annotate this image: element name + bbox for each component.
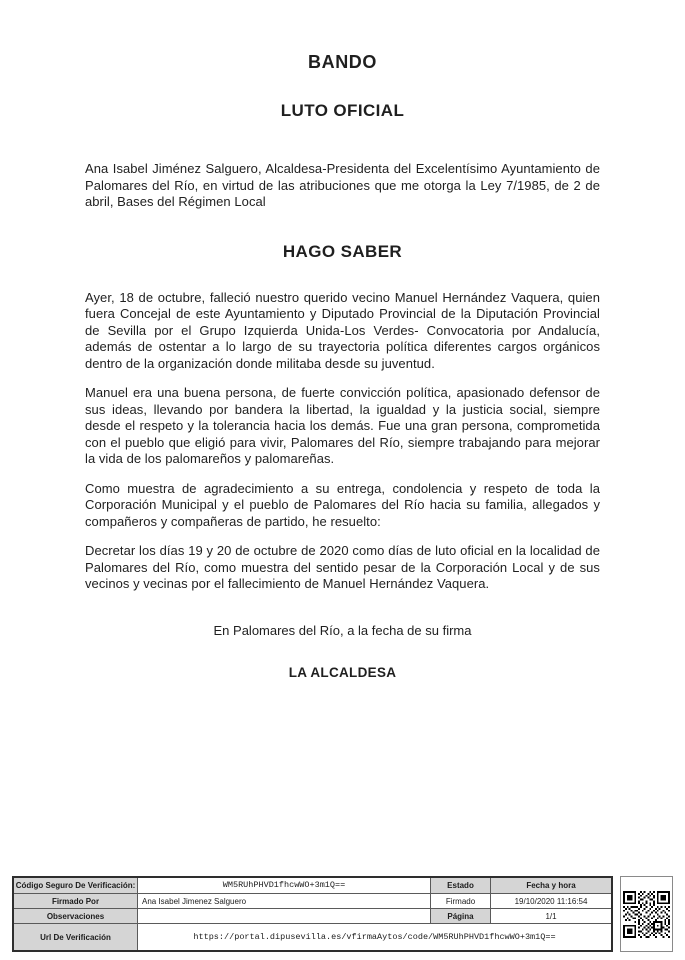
url-value: https://portal.dipusevilla.es/vfirmaAytos/code/WM5RUhPHVD1fhcwWO+3m1Q== <box>193 931 556 942</box>
document-body <box>85 0 600 682</box>
qr-code-box <box>620 876 673 952</box>
pagina-value: 1/1 <box>491 909 611 924</box>
hago-saber-heading: HAGO SABER <box>282 241 403 261</box>
csv-label: Código Seguro De Verificación: <box>14 878 138 894</box>
signer-title: LA ALCALDESA <box>288 665 397 680</box>
estado-header: Estado <box>431 878 491 894</box>
pagina-label: Página <box>431 909 491 924</box>
body-paragraph-4: Decretar los días 19 y 20 de octubre de 2020 como días de luto oficial en la localidad de Palomares del Río, como muestra del sentido pesar de la Corporación Local y de sus vecinos y vecinas por el fallecimiento de Manuel Hernández Vaquera. <box>85 543 600 591</box>
firmado-por-label: Firmado Por <box>14 894 138 909</box>
verification-table <box>12 876 613 952</box>
firmado-por-value: Ana Isabel Jimenez Salguero <box>138 894 431 909</box>
observaciones-label: Observaciones <box>14 909 138 924</box>
csv-value: WM5RUhPHVD1fhcwWO+3m1Q== <box>138 878 431 894</box>
estado-value: Firmado <box>431 894 491 909</box>
fecha-header: Fecha y hora <box>491 878 611 894</box>
qr-code-icon <box>623 891 670 938</box>
document-subtitle: LUTO OFICIAL <box>280 101 405 120</box>
signature-verification-footer <box>12 876 673 952</box>
observaciones-value <box>138 909 431 924</box>
body-paragraph-2: Manuel era una buena persona, de fuerte convicción política, apasionado defensor de sus ideas, llevando por bandera la libertad, la igualdad y la justicia social, siempre desde el respeto y la tolerancia hacia los demás. Fue una gran persona, comprometida con el pueblo que eligió para vivir, Palomares del Río, siempre trabajando para mejorar la vida de los palomareños y palomareñas. <box>85 385 600 466</box>
url-label: Url De Verificación <box>14 924 138 950</box>
intro-paragraph: Ana Isabel Jiménez Salguero, Alcaldesa-Presidenta del Excelentísimo Ayuntamiento de Palomares del Río, en virtud de las atribuciones que me otorga la Ley 7/1985, de 2 de abril, Bases del Régimen Local <box>85 161 600 209</box>
body-paragraph-1: Ayer, 18 de octubre, falleció nuestro querido vecino Manuel Hernández Vaquera, quien fuera Concejal de este Ayuntamiento y Diputado Provincial de la Diputación Provincial de Sevilla por el Grupo Izquierda Unida-Los Verdes- Convocatoria por Andalucía, además de ostentar a lo largo de su trayectoria política diferentes cargos orgánicos dentro de la organización donde militaba desde su juventud. <box>85 289 600 371</box>
place-and-date-line: En Palomares del Río, a la fecha de su firma <box>213 622 472 638</box>
fecha-value: 19/10/2020 11:16:54 <box>491 894 611 909</box>
document-title: BANDO <box>308 52 377 72</box>
body-paragraph-3: Como muestra de agradecimiento a su entrega, condolencia y respeto de toda la Corporación Municipal y el pueblo de Palomares del Río hacia su familia, allegados y compañeros y compañeras de partido, he resuelto: <box>85 480 600 529</box>
